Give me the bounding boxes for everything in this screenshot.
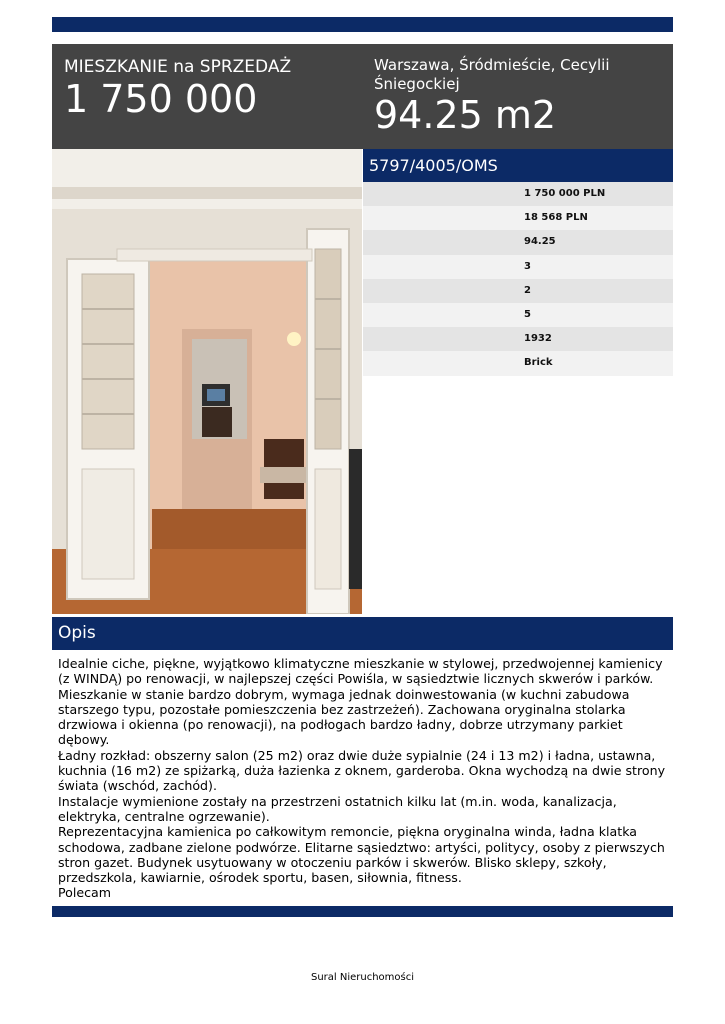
description-text: Idealnie ciche, piękne, wyjątkowo klimatyczne mieszkanie w stylowej, przedwojennej kamienicy (z WINDĄ) po renowacji, w najlepszej części Powiśla, w sąsiedztwie licznych skwerów i parków. Mieszkanie w stanie bardzo dobrym, wymaga jednak doinwestowania (w kuchni zabudowa starszego typu, pozostałe pomieszczenia bez zastrzeżeń). Zachowana oryginalna stolarka drzwiowa i okienna (po renowacji), na podłogach bardzo ładny, dobrze utrzymany parkiet dębowy. Ładny rozkład: obszerny salon (25 m2) oraz dwie duże sypialnie (24 i 13 m2) i ładna, ustawna, kuchnia (16 m2) ze spiżarką, duża łazienka z oknem, garderoba. Okna wychodzą na dwie strony świata (wschód, zachód). Instalacje wymienione zostały na przestrzeni ostatnich kilku lat (m.in. woda, kanalizacja, elektryka, centralne ogrzewanie). Reprezentacyjna kamienica po całkowitym remoncie, piękna oryginalna winda, ładna klatka schodowa, zadbane zielone podwórze. Elitarne sąsiedztwo: artyści, politycy, osoby z pierwszych stron gazet. Budynek usytuowany w otoczeniu parków i skwerów. Blisko sklepy, szkoły, przedszkola, kawiarnie, ośrodek sportu, basen, siłownia, fitness. Polecam [58, 656, 666, 901]
apartment-photo [52, 149, 362, 614]
detail-bedrooms: 2 [363, 279, 673, 303]
listing-header [52, 44, 673, 149]
detail-rooms: 3 [363, 255, 673, 279]
offer-type: MIESZKANIE na SPRZEDAŻ [64, 57, 292, 77]
details-table [363, 182, 673, 376]
detail-floor: 5 [363, 303, 673, 327]
detail-area: 94.25 [363, 230, 673, 254]
detail-year-built: 1932 [363, 327, 673, 351]
price: 1 750 000 [64, 77, 258, 121]
location: Warszawa, Śródmieście, Cecylii Śniegockiej [374, 56, 610, 93]
reference-number: 5797/4005/OMS [363, 149, 673, 182]
detail-price: 1 750 000 PLN [363, 182, 673, 206]
footer-agency: Sural Nieruchomości [310, 972, 415, 983]
bottom-accent-bar [52, 906, 673, 917]
top-accent-bar [52, 17, 673, 32]
description-heading: Opis [52, 617, 673, 650]
detail-price-per-m2: 18 568 PLN [363, 206, 673, 230]
area: 94.25 m2 [374, 93, 557, 137]
detail-building-material: Brick [363, 351, 673, 375]
